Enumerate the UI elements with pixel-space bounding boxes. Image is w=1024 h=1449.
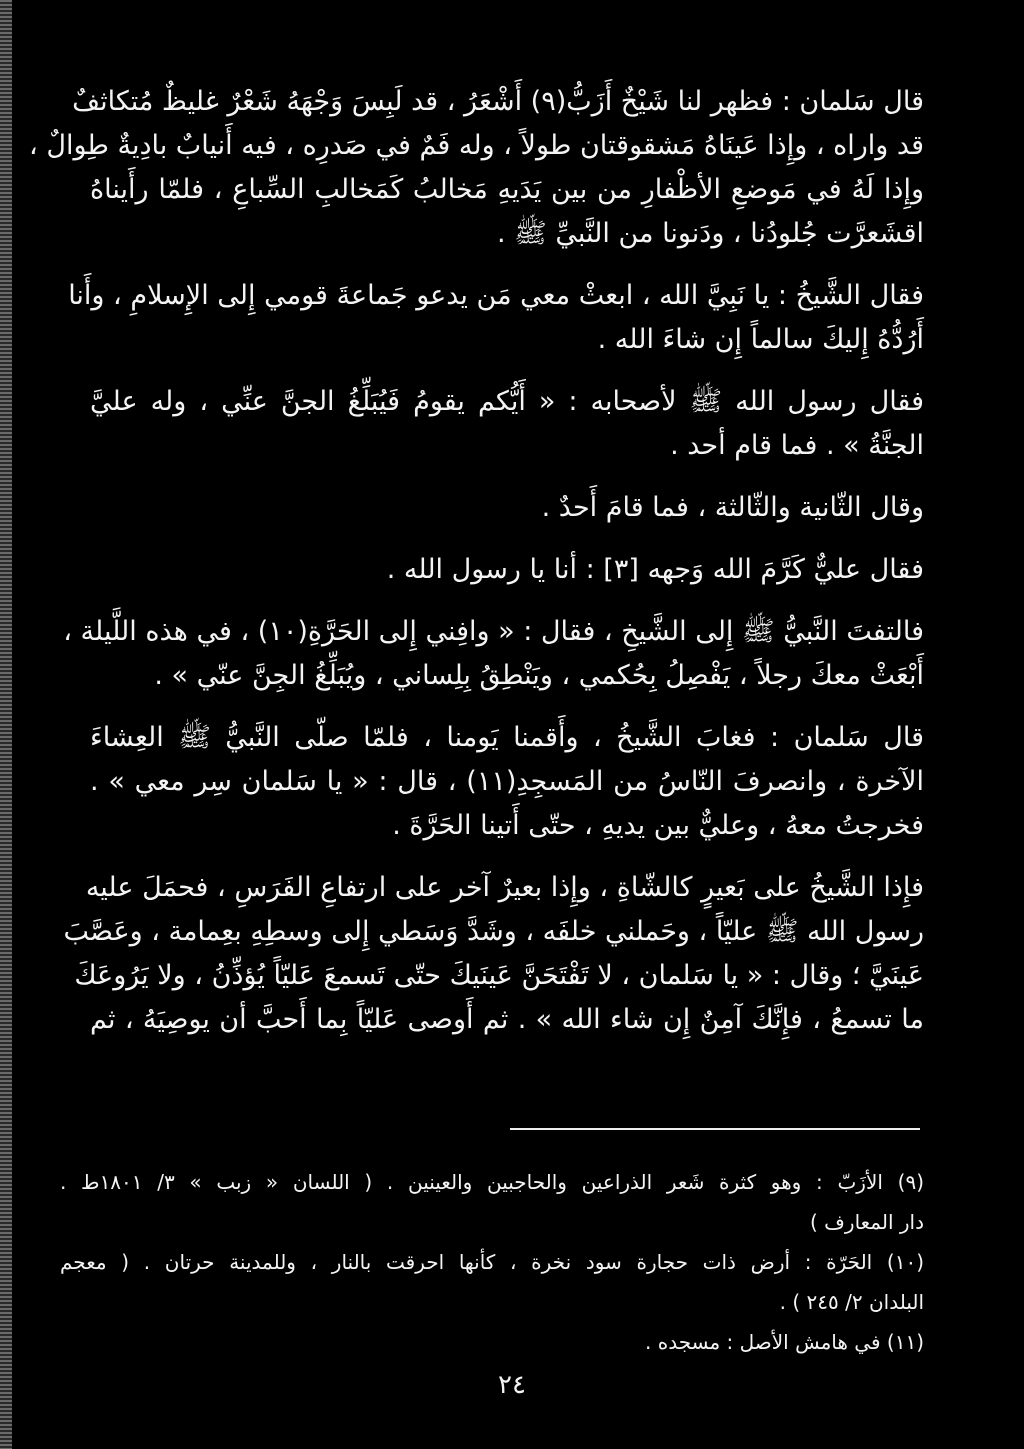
text-line: فخرجتُ معهُ ، وعليٌّ بين يديهِ ، حتّى أَتينا الحَرَّةَ . (392, 810, 924, 841)
text-line: قال سَلمان : فظهر لنا شَيْخٌ أَزَبُّ(٩) أَشْعَرُ ، قد لَبِسَ وَجْهَهُ شَعْرٌ غليظٌ مُتكاثفٌ (72, 86, 924, 117)
text-line: عَينَيَّ ؛ وقال : « يا سَلمان ، لا تَفْتَحَنَّ عَينَيكَ حتّى تَسمعَ عَليّاً يُؤذِّنُ ، ولا يَرُوعَكَ (74, 960, 924, 991)
footnote-11: (١١) في هامش الأصل : مسجده . (645, 1330, 924, 1354)
text-line: أَبْعَثْ معكَ رجلاً ، يَفْصِلُ بِحُكمي ، ويَنْطِقُ بِلِساني ، ويُبَلِّغُ الجِنَّ عنّي » . (154, 660, 924, 691)
main-text (29, 80, 924, 1060)
paragraph-3 (90, 380, 924, 468)
text-line: الجنَّةُ » . فما قام أحد . (670, 430, 924, 461)
text-line: قد واراه ، وإِذا عَينَاهُ مَشقوقتان طولاً ، وله فَمٌ في صَدرِه ، فيه أَنيابٌ بادِيةٌ طِوالٌ ، (29, 130, 924, 161)
text-line: فالتفتَ النَّبيُّ ﷺ إِلى الشَّيخِ ، فقال : « وافِني إِلى الحَرَّةِ(١٠) ، في هذه اللَّيلة ، (63, 616, 924, 647)
footnote-9-cont: دار المعارف ) (810, 1210, 924, 1234)
footnote-9: (٩) الأزَبّ : وهو كثرة شَعر الذراعين والحاجبين والعينين . ( اللسان « زبب » ٣/ ١٨٠١ط . (60, 1170, 924, 1194)
scan-edge-strip (0, 0, 12, 1449)
text-line: الآخرة ، وانصرفَ النّاسُ من المَسجِدِ(١١) ، قال : « يا سَلمان سِر معي » . (90, 766, 924, 797)
page-number: ٢٤ (498, 1370, 526, 1400)
text-line: رسول الله ﷺ عليّاً ، وحَملني خلفَه ، وشَدَّ وَسَطي إِلى وسطِهِ بعِمامة ، وعَصَّبَ (63, 916, 924, 947)
paragraph-2 (68, 274, 924, 362)
paragraph-6 (63, 610, 924, 698)
footnote-divider (510, 1128, 920, 1130)
text-line: فقال رسول الله ﷺ لأصحابه : « أَيُّكم يقومُ فَيُبَلِّغُ الجنَّ عنِّي ، وله عليَّ (90, 386, 924, 417)
text-line: أَرُدُّهُ إِليكَ سالماً إِن شاءَ الله . (597, 324, 924, 355)
text-line: فإِذا الشَّيخُ على بَعيرٍ كالشّاةِ ، وإِذا بعيرٌ آخر على ارتفاعِ الفَرَسِ ، فحمَلَ عليه (85, 872, 924, 903)
text-line: قال سَلمان : فغابَ الشَّيخُ ، وأَقمنا يَومنا ، فلمّا صلّى النَّبيُّ ﷺ العِشاءَ (90, 722, 924, 753)
paragraph-5 (90, 548, 924, 592)
text-line: ما تسمعُ ، فإِنَّكَ آمِنٌ إِن شاء الله » . ثم أَوصى عَليّاً بِما أَحبَّ أن يوصِيَهُ ، ثم (90, 1004, 924, 1035)
paragraph-7 (90, 716, 924, 848)
text-line: وقال الثّانية والثّالثة ، فما قامَ أَحدٌ . (541, 492, 924, 523)
paragraph-8 (63, 866, 924, 1042)
footnote-10: (١٠) الحَرّة : أرض ذات حجارة سود نخرة ، كأنها احرقت بالنار ، وللمدينة حرتان . ( معجم (60, 1250, 924, 1274)
text-line: فقال الشَّيخُ : يا نَبِيَّ الله ، ابعثْ معي مَن يدعو جَماعةَ قومي إِلى الإِسلامِ ، وأَنا (68, 280, 924, 311)
footnote-10-cont: البلدان ٢/ ٢٤٥ ) . (779, 1290, 924, 1314)
text-line: اقشَعرَّت جُلودُنا ، ودَنونا من النَّبيِّ ﷺ . (497, 218, 924, 249)
text-line: وإِذا لَهُ في مَوضعِ الأظْفارِ من بين يَدَيهِ مَخالبُ كَمَخالبِ السِّباعِ ، فلمّا رأَيناهُ (90, 174, 924, 205)
paragraph-4 (90, 486, 924, 530)
paragraph-1 (29, 80, 924, 256)
text-line: فقال عليٌّ كَرَّمَ الله وَجهه [٣] : أنا يا رسول الله . (386, 554, 924, 585)
footnotes (60, 1162, 924, 1362)
